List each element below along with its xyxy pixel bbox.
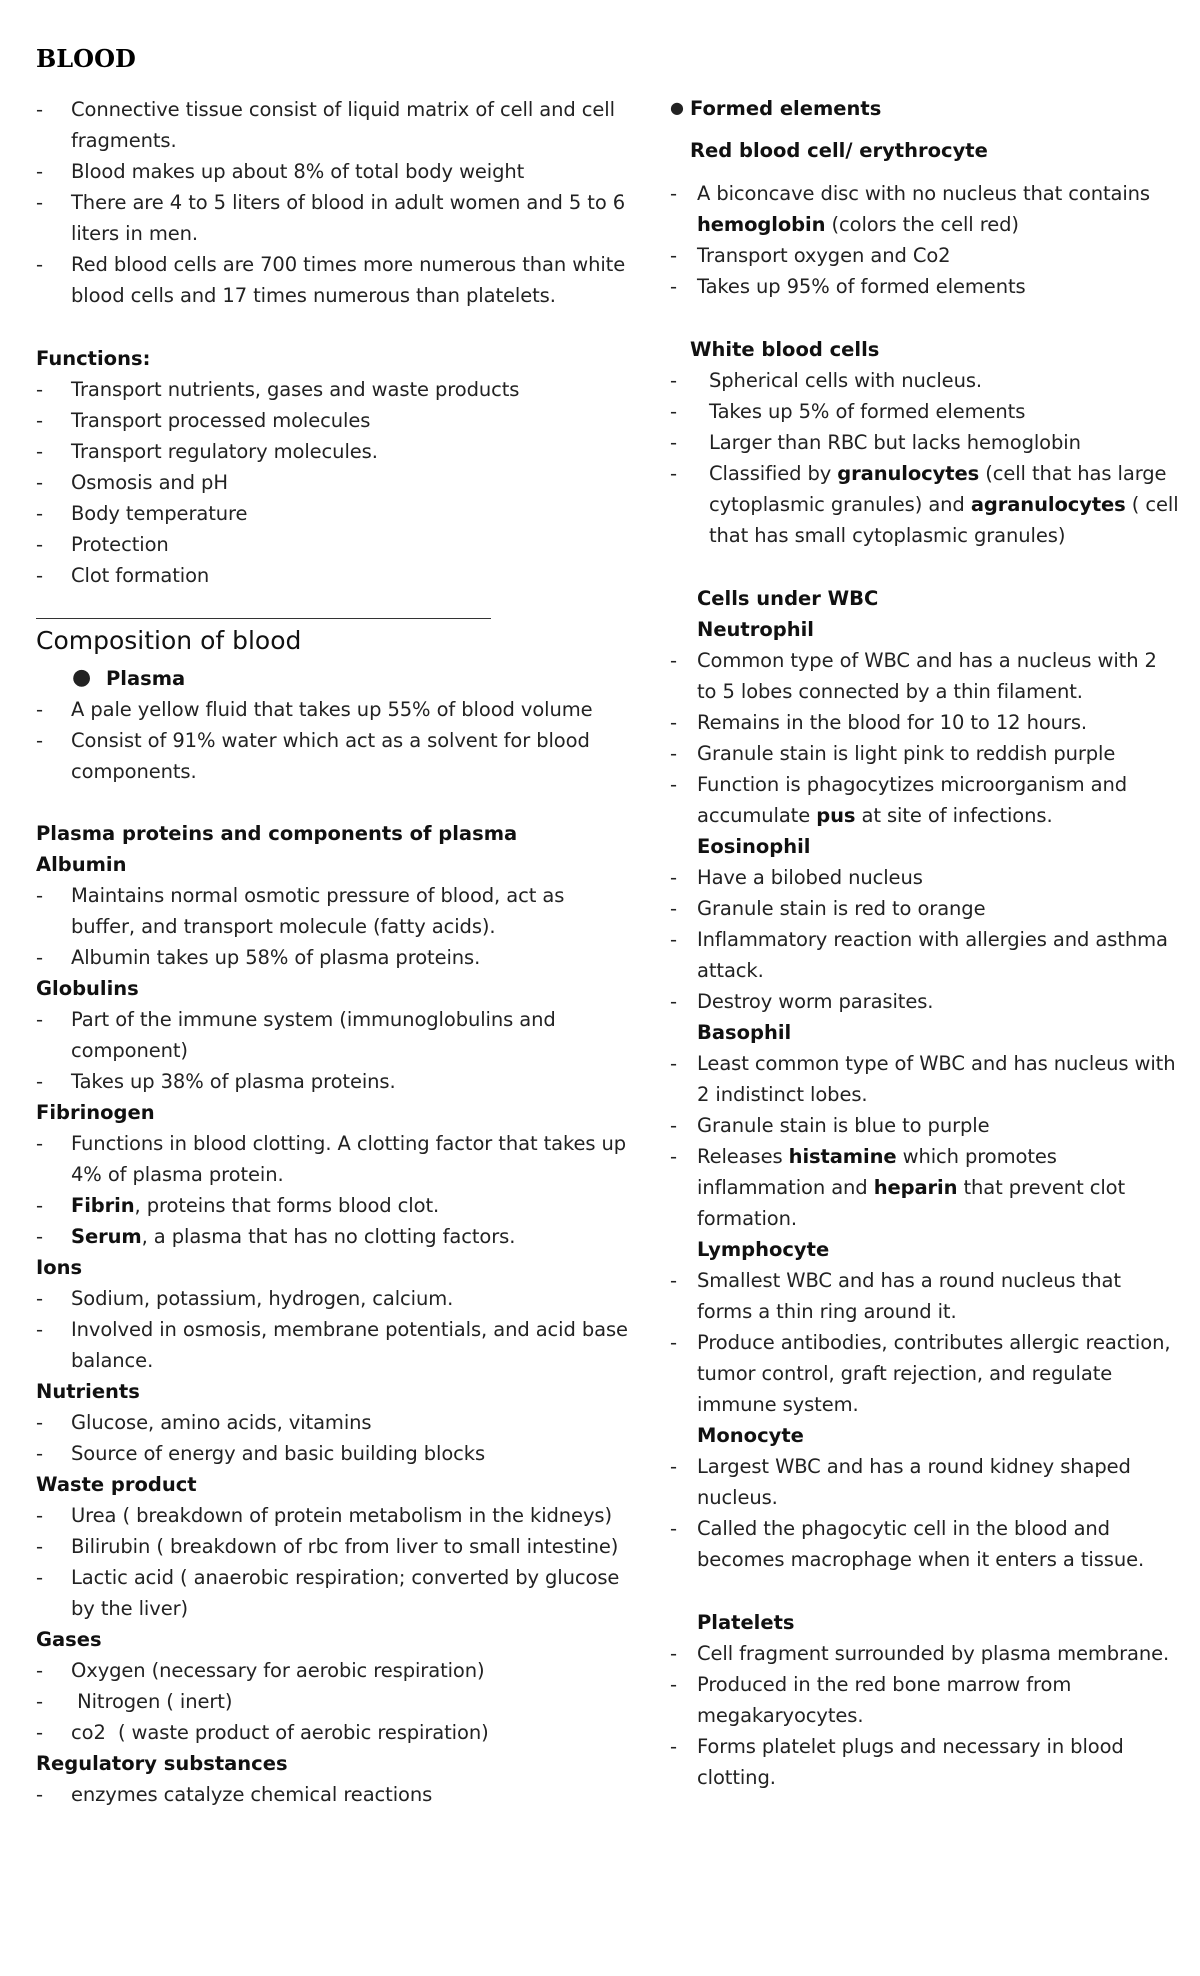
regulatory-line: enzymes catalyze chemical reactions [71, 1783, 433, 1806]
lymphocyte-heading: Lymphocyte [697, 1238, 830, 1261]
eosinophil-line: Have a bilobed nucleus [697, 866, 923, 889]
platelets-line: clotting. [697, 1766, 776, 1789]
dash: - [670, 742, 678, 765]
dash: - [36, 1318, 44, 1341]
dash: - [36, 98, 44, 121]
function-item: Clot formation [71, 564, 210, 587]
dash: - [36, 564, 44, 587]
function-item: Transport processed molecules [71, 409, 371, 432]
basophil-text: inflammation and [697, 1176, 874, 1199]
dash: - [670, 1517, 678, 1540]
formed-elements-heading: Formed elements [690, 97, 882, 120]
dash: - [36, 698, 44, 721]
histamine-term: histamine [788, 1145, 897, 1168]
basophil-text: Releases [697, 1145, 789, 1168]
basophil-text: that prevent clot [957, 1176, 1126, 1199]
wbc-heading: White blood cells [690, 338, 880, 361]
dash: - [670, 431, 678, 454]
basophil-heading: Basophil [697, 1021, 792, 1044]
intro-line: fragments. [71, 129, 177, 152]
monocyte-line: nucleus. [697, 1486, 778, 1509]
dash: - [36, 471, 44, 494]
functions-heading: Functions: [36, 347, 151, 370]
wbc-line [709, 489, 1179, 520]
wbc-text: (cell that has large [979, 462, 1167, 485]
dash: - [670, 928, 678, 951]
eosinophil-line: Granule stain is red to orange [697, 897, 986, 920]
dash: - [36, 440, 44, 463]
function-item: Osmosis and pH [71, 471, 228, 494]
dash: - [670, 1642, 678, 1665]
dash: - [670, 711, 678, 734]
dash: - [36, 1132, 44, 1155]
lymphocyte-line: immune system. [697, 1393, 859, 1416]
dash: - [36, 1690, 44, 1713]
nutrients-line: Source of energy and basic building blocks [71, 1442, 486, 1465]
rbc-line [697, 209, 1019, 240]
wbc-line: Spherical cells with nucleus. [709, 369, 982, 392]
fibrinogen-heading: Fibrinogen [36, 1101, 155, 1124]
dash: - [36, 1442, 44, 1465]
waste-line: by the liver) [71, 1597, 189, 1620]
neutrophil-heading: Neutrophil [697, 618, 814, 641]
rbc-line: Transport oxygen and Co2 [697, 244, 951, 267]
serum-text: , a plasma that has no clotting factors. [141, 1225, 516, 1248]
basophil-line: formation. [697, 1207, 797, 1230]
serum-line [71, 1221, 515, 1252]
platelets-heading: Platelets [697, 1611, 795, 1634]
dash: - [36, 1194, 44, 1217]
eosinophil-line: Destroy worm parasites. [697, 990, 934, 1013]
composition-heading: Composition of blood [36, 626, 302, 655]
dash: - [670, 1052, 678, 1075]
lymphocyte-line: Produce antibodies, contributes allergic reaction, [697, 1331, 1171, 1354]
basophil-line: Granule stain is blue to purple [697, 1114, 990, 1137]
albumin-line: buffer, and transport molecule (fatty acids). [71, 915, 496, 938]
dash: - [36, 946, 44, 969]
dash: - [36, 1225, 44, 1248]
platelets-line: Forms platelet plugs and necessary in blood [697, 1735, 1124, 1758]
platelets-line: megakaryocytes. [697, 1704, 864, 1727]
document-title: BLOOD [36, 44, 136, 73]
lymphocyte-line: forms a thin ring around it. [697, 1300, 957, 1323]
dash: - [36, 1287, 44, 1310]
eosinophil-line: attack. [697, 959, 764, 982]
granulocytes-term: granulocytes [837, 462, 980, 485]
eosinophil-line: Inflammatory reaction with allergies and asthma [697, 928, 1168, 951]
dash: - [36, 378, 44, 401]
waste-line: Urea ( breakdown of protein metabolism in the kidneys) [71, 1504, 612, 1527]
dash: - [670, 1735, 678, 1758]
basophil-line [697, 1172, 1125, 1203]
dash: - [670, 649, 678, 672]
dash: - [36, 533, 44, 556]
dash: - [36, 1411, 44, 1434]
intro-line: Connective tissue consist of liquid matrix of cell and cell [71, 98, 615, 121]
lymphocyte-line: tumor control, graft rejection, and regulate [697, 1362, 1113, 1385]
function-item: Transport nutrients, gases and waste products [71, 378, 520, 401]
hemoglobin-term: hemoglobin [697, 213, 826, 236]
dash: - [670, 275, 678, 298]
neutrophil-text: accumulate [697, 804, 817, 827]
dash: - [670, 1114, 678, 1137]
waste-heading: Waste product [36, 1473, 197, 1496]
dash: - [670, 182, 678, 205]
fibrin-line [71, 1190, 439, 1221]
wbc-line: Takes up 5% of formed elements [709, 400, 1026, 423]
dash: - [36, 1783, 44, 1806]
dash: - [670, 462, 678, 485]
basophil-line: 2 indistinct lobes. [697, 1083, 868, 1106]
eosinophil-heading: Eosinophil [697, 835, 811, 858]
dash: - [36, 409, 44, 432]
dash: - [670, 1673, 678, 1696]
function-item: Protection [71, 533, 169, 556]
basophil-text: which promotes [896, 1145, 1057, 1168]
plasma-proteins-heading: Plasma proteins and components of plasma [36, 822, 518, 845]
neutrophil-line [697, 800, 1053, 831]
monocyte-line: becomes macrophage when it enters a tissue. [697, 1548, 1145, 1571]
wbc-line: Larger than RBC but lacks hemoglobin [709, 431, 1081, 454]
wbc-line [709, 458, 1166, 489]
intro-line: There are 4 to 5 liters of blood in adult women and 5 to 6 [71, 191, 626, 214]
platelets-line: Produced in the red bone marrow from [697, 1673, 1072, 1696]
pus-term: pus [816, 804, 856, 827]
dash: - [36, 502, 44, 525]
ions-heading: Ions [36, 1256, 83, 1279]
monocyte-line: Largest WBC and has a round kidney shaped [697, 1455, 1131, 1478]
dash: - [670, 400, 678, 423]
neutrophil-line: to 5 lobes connected by a thin filament. [697, 680, 1083, 703]
agranulocytes-term: agranulocytes [970, 493, 1126, 516]
nutrients-line: Glucose, amino acids, vitamins [71, 1411, 372, 1434]
dash: - [36, 191, 44, 214]
dash: - [36, 253, 44, 276]
neutrophil-line: Granule stain is light pink to reddish purple [697, 742, 1116, 765]
neutrophil-text: at site of infections. [855, 804, 1053, 827]
section-divider [36, 618, 491, 619]
dash: - [36, 1721, 44, 1744]
dash: - [670, 866, 678, 889]
platelets-line: Cell fragment surrounded by plasma membrane. [697, 1642, 1170, 1665]
wbc-line: that has small cytoplasmic granules) [709, 524, 1066, 547]
gases-heading: Gases [36, 1628, 102, 1651]
globulins-line: component) [71, 1039, 188, 1062]
dash: - [670, 1331, 678, 1354]
dash: - [36, 1070, 44, 1093]
neutrophil-line: Remains in the blood for 10 to 12 hours. [697, 711, 1087, 734]
basophil-line [697, 1141, 1057, 1172]
dash: - [36, 1008, 44, 1031]
dash: - [36, 1566, 44, 1589]
bullet-icon: ● [72, 665, 92, 690]
function-item: Body temperature [71, 502, 248, 525]
wbc-text: Classified by [709, 462, 838, 485]
globulins-line: Part of the immune system (immunoglobulins and [71, 1008, 556, 1031]
dash: - [36, 1659, 44, 1682]
dash: - [670, 773, 678, 796]
fibrin-term: Fibrin [71, 1194, 135, 1217]
gases-line: Oxygen (necessary for aerobic respiration) [71, 1659, 485, 1682]
basophil-line: Least common type of WBC and has nucleus with [697, 1052, 1176, 1075]
heparin-term: heparin [873, 1176, 958, 1199]
neutrophil-line: Function is phagocytizes microorganism and [697, 773, 1128, 796]
dash: - [670, 1455, 678, 1478]
wbc-text: cytoplasmic granules) and [709, 493, 971, 516]
albumin-line: Albumin takes up 58% of plasma proteins. [71, 946, 481, 969]
dash: - [670, 897, 678, 920]
intro-line: liters in men. [71, 222, 198, 245]
lymphocyte-line: Smallest WBC and has a round nucleus that [697, 1269, 1121, 1292]
fibrin-text: , proteins that forms blood clot. [134, 1194, 440, 1217]
dash: - [36, 1504, 44, 1527]
plasma-label: Plasma [106, 667, 186, 690]
gases-line: co2 ( waste product of aerobic respiration) [71, 1721, 489, 1744]
gases-line: Nitrogen ( inert) [71, 1690, 233, 1713]
rbc-heading: Red blood cell/ erythrocyte [690, 139, 988, 162]
albumin-heading: Albumin [36, 853, 127, 876]
regulatory-heading: Regulatory substances [36, 1752, 288, 1775]
rbc-line: Takes up 95% of formed elements [697, 275, 1026, 298]
serum-term: Serum [71, 1225, 142, 1248]
dash: - [670, 369, 678, 392]
globulins-line: Takes up 38% of plasma proteins. [71, 1070, 396, 1093]
ions-line: balance. [71, 1349, 154, 1372]
dash: - [670, 1269, 678, 1292]
fibrinogen-line: 4% of plasma protein. [71, 1163, 284, 1186]
dash: - [36, 160, 44, 183]
dash: - [36, 729, 44, 752]
nutrients-heading: Nutrients [36, 1380, 140, 1403]
dash: - [36, 1535, 44, 1558]
cells-under-wbc-heading: Cells under WBC [697, 587, 879, 610]
dash: - [670, 990, 678, 1013]
intro-line: Blood makes up about 8% of total body weight [71, 160, 525, 183]
waste-line: Lactic acid ( anaerobic respiration; converted by glucose [71, 1566, 620, 1589]
intro-line: blood cells and 17 times numerous than platelets. [71, 284, 556, 307]
plasma-line: Consist of 91% water which act as a solvent for blood [71, 729, 590, 752]
bullet-icon: ● [670, 98, 684, 117]
ions-line: Involved in osmosis, membrane potentials, and acid base [71, 1318, 628, 1341]
intro-line: Red blood cells are 700 times more numerous than white [71, 253, 626, 276]
dash: - [36, 884, 44, 907]
plasma-line: A pale yellow fluid that takes up 55% of blood volume [71, 698, 593, 721]
wbc-text: ( cell [1125, 493, 1179, 516]
ions-line: Sodium, potassium, hydrogen, calcium. [71, 1287, 454, 1310]
neutrophil-line: Common type of WBC and has a nucleus with 2 [697, 649, 1157, 672]
dash: - [670, 1145, 678, 1168]
plasma-line: components. [71, 760, 197, 783]
globulins-heading: Globulins [36, 977, 139, 1000]
rbc-line: A biconcave disc with no nucleus that contains [697, 182, 1150, 205]
monocyte-line: Called the phagocytic cell in the blood and [697, 1517, 1110, 1540]
dash: - [670, 244, 678, 267]
function-item: Transport regulatory molecules. [71, 440, 378, 463]
albumin-line: Maintains normal osmotic pressure of blood, act as [71, 884, 565, 907]
rbc-text: (colors the cell red) [825, 213, 1019, 236]
waste-line: Bilirubin ( breakdown of rbc from liver to small intestine) [71, 1535, 619, 1558]
monocyte-heading: Monocyte [697, 1424, 804, 1447]
fibrinogen-line: Functions in blood clotting. A clotting factor that takes up [71, 1132, 627, 1155]
